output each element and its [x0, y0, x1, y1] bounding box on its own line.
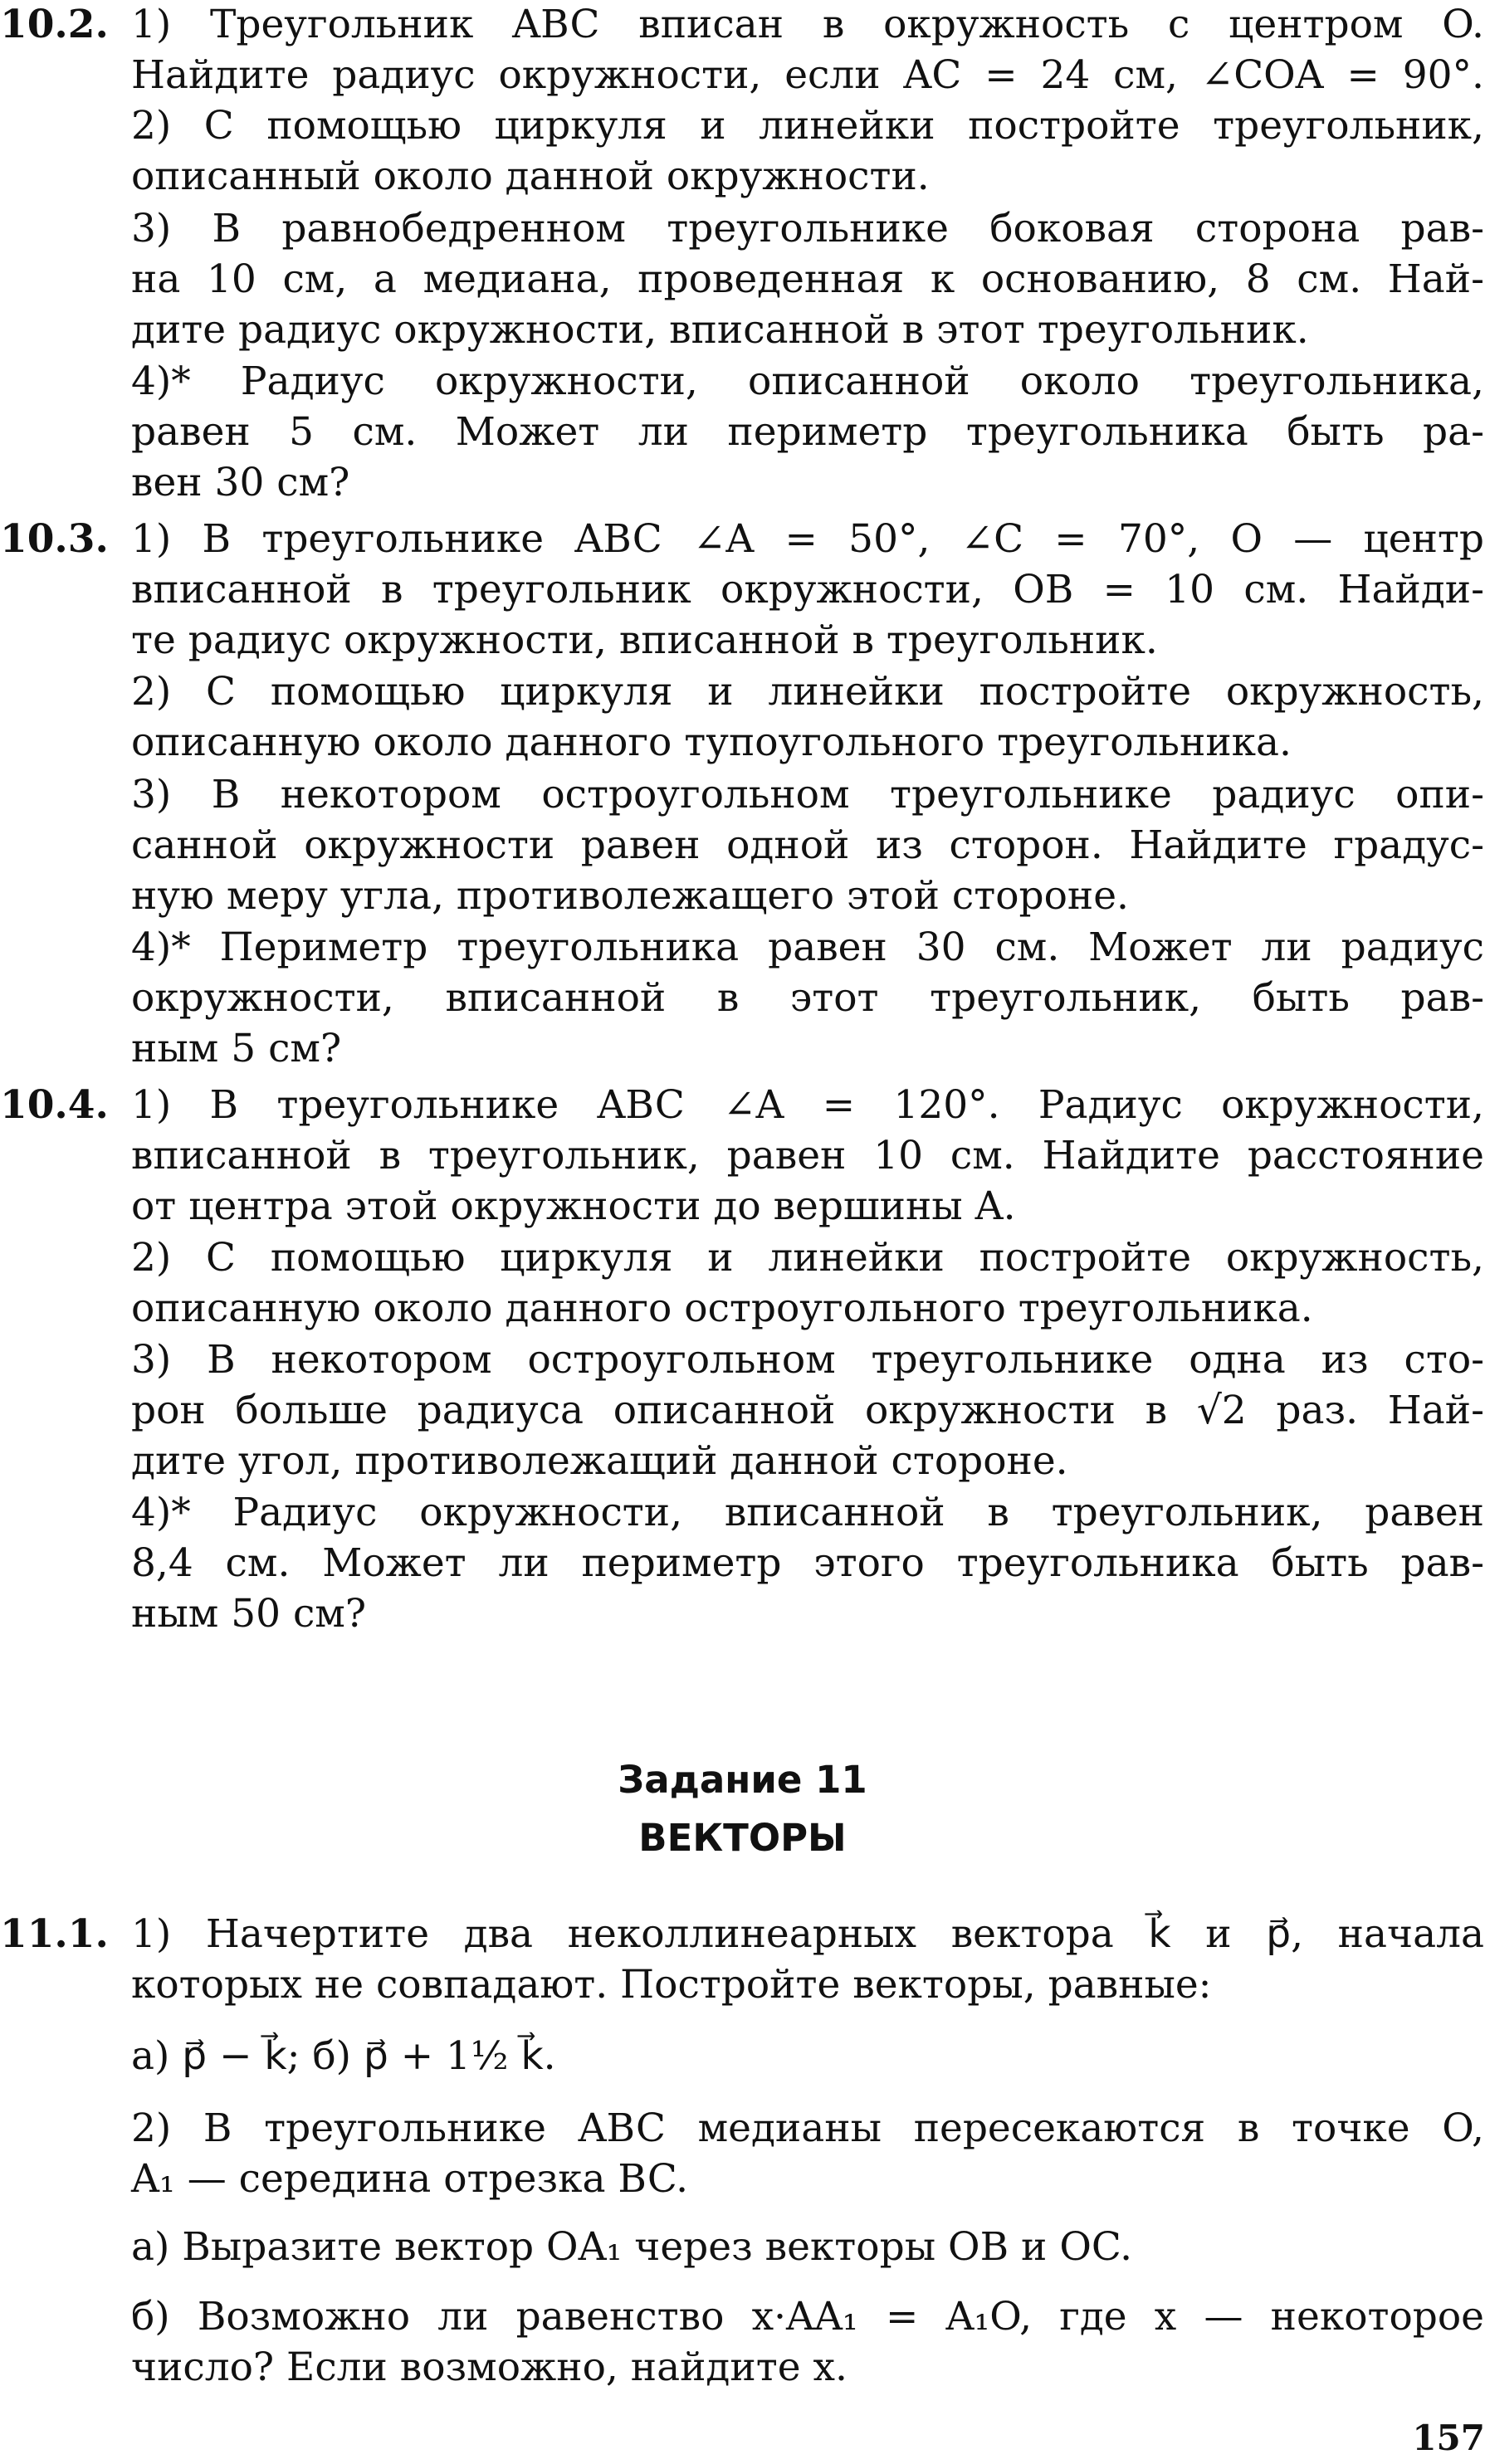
text-line: 4)* Радиус окружности, вписанной в треугольник, равен — [131, 1490, 1484, 1535]
text-line: б) Возможно ли равенство x·AA₁ = A₁O, где x — некоторое — [131, 2294, 1484, 2340]
section-title: Задание 11 — [618, 1758, 867, 1802]
text-line: Найдите радиус окружности, если AC = 24 см, ∠COA = 90°. — [131, 52, 1484, 98]
page-number: 157 — [1412, 2418, 1485, 2458]
text-line: 4)* Радиус окружности, описанной около треугольника, — [131, 359, 1484, 404]
text-line: 2) В треугольнике ABC медианы пересекаются в точке O, — [131, 2105, 1484, 2151]
text-line: рон больше радиуса описанной окружности в √2 раз. Най- — [131, 1388, 1484, 1433]
text-line: от центра этой окружности до вершины A. — [131, 1183, 1016, 1229]
text-line: на 10 см, а медиана, проведенная к основанию, 8 см. Най- — [131, 256, 1484, 302]
text-line: 3) В равнобедренном треугольнике боковая сторона рав- — [131, 206, 1484, 251]
text-line: дите радиус окружности, вписанной в этот треугольник. — [131, 307, 1309, 353]
text-line: 2) С помощью циркуля и линейки постройте окружность, — [131, 1235, 1484, 1281]
text-line: окружности, вписанной в этот треугольник, быть рав- — [131, 975, 1484, 1021]
text-line: 3) В некотором остроугольном треугольнике одна из сто- — [131, 1337, 1484, 1383]
text-line: дите угол, противолежащий данной стороне. — [131, 1438, 1068, 1484]
problem-number: 10.3. — [0, 516, 109, 562]
text-line: 1) В треугольнике ABC ∠A = 120°. Радиус окружности, — [131, 1082, 1484, 1128]
text-line: санной окружности равен одной из сторон. Найдите градус- — [131, 822, 1484, 868]
text-line: а) Выразите вектор OA₁ через векторы OB и OC. — [131, 2224, 1133, 2270]
text-line: 1) Начертите два неколлинеарных вектора k⃗ и p⃗, начала — [131, 1911, 1484, 1957]
problem-number: 10.4. — [0, 1082, 109, 1128]
text-line: 1) Треугольник ABC вписан в окружность с центром O. — [131, 2, 1484, 47]
text-line: 8,4 см. Может ли периметр этого треугольника быть рав- — [131, 1540, 1484, 1586]
text-line: равен 5 см. Может ли периметр треугольника быть ра- — [131, 409, 1484, 455]
text-line: те радиус окружности, вписанной в треугольник. — [131, 617, 1158, 663]
text-line: A₁ — середина отрезка BC. — [131, 2156, 689, 2202]
text-line: ную меру угла, противолежащего этой стороне. — [131, 873, 1129, 919]
problem-number: 10.2. — [0, 2, 109, 47]
text-line: 1) В треугольнике ABC ∠A = 50°, ∠C = 70°, O — центр — [131, 516, 1484, 562]
section-subtitle: ВЕКТОРЫ — [638, 1816, 847, 1860]
problem-number: 11.1. — [0, 1911, 109, 1957]
text-line: а) p⃗ − k⃗; б) p⃗ + 1½ k⃗. — [131, 2033, 556, 2079]
text-line: вен 30 см? — [131, 460, 350, 505]
text-line: которых не совпадают. Постройте векторы, равные: — [131, 1962, 1212, 2008]
text-line: число? Если возможно, найдите x. — [131, 2344, 848, 2390]
text-line: 4)* Периметр треугольника равен 30 см. Может ли радиус — [131, 925, 1484, 970]
text-line: 3) В некотором остроугольном треугольнике радиус опи- — [131, 772, 1484, 817]
text-line: описанную около данного тупоугольного треугольника. — [131, 720, 1292, 765]
text-line: вписанной в треугольник окружности, OB = 10 см. Найди- — [131, 567, 1484, 612]
text-line: вписанной в треугольник, равен 10 см. Найдите расстояние — [131, 1133, 1484, 1178]
text-line: описанный около данной окружности. — [131, 154, 930, 199]
text-line: ным 5 см? — [131, 1026, 342, 1071]
text-line: описанную около данного остроугольного треугольника. — [131, 1286, 1313, 1331]
text-line: 2) С помощью циркуля и линейки постройте треугольник, — [131, 103, 1484, 149]
text-line: 2) С помощью циркуля и линейки постройте окружность, — [131, 669, 1484, 715]
text-line: ным 50 см? — [131, 1591, 367, 1637]
